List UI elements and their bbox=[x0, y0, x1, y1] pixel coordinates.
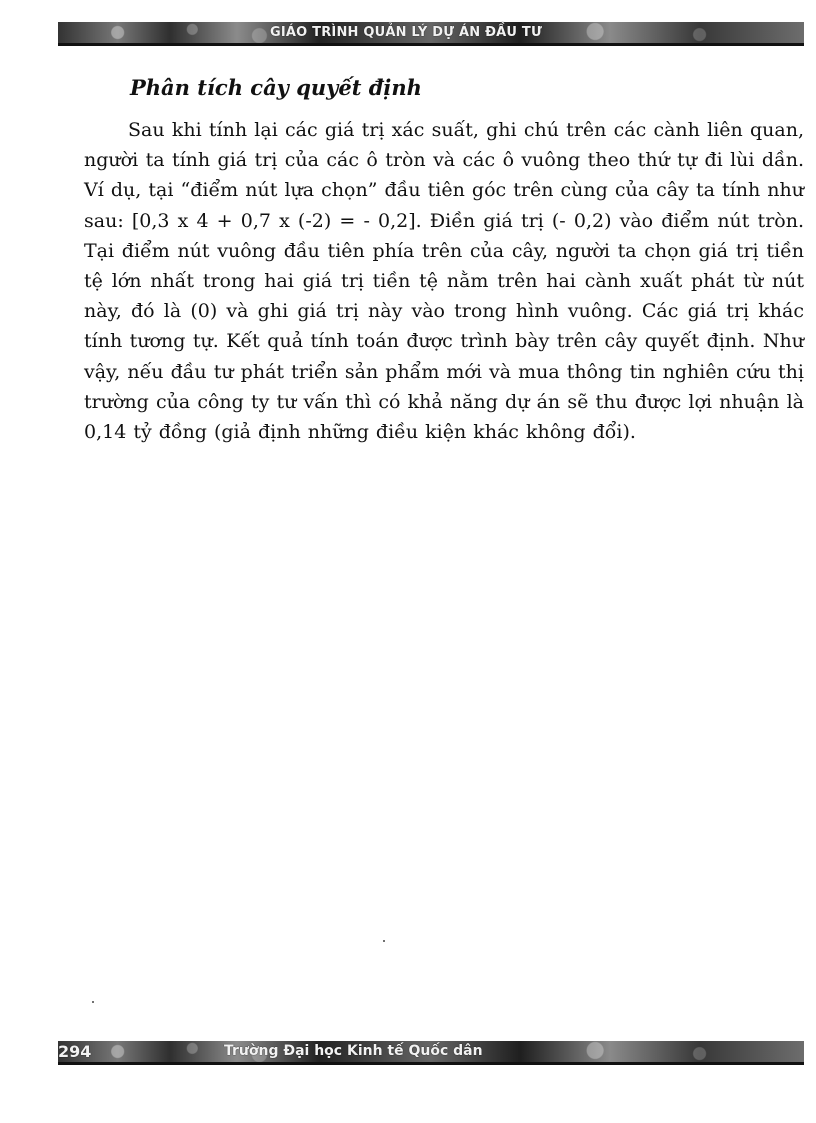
footer-band bbox=[58, 1041, 804, 1065]
header-band bbox=[58, 22, 804, 46]
section-heading: Phân tích cây quyết định bbox=[130, 75, 422, 100]
header-title: GIÁO TRÌNH QUẢN LÝ DỰ ÁN ĐẦU TƯ bbox=[270, 25, 543, 40]
scan-speck bbox=[383, 940, 385, 942]
footer-publisher: Trường Đại học Kinh tế Quốc dân bbox=[224, 1043, 483, 1059]
page-number: 294 bbox=[58, 1042, 92, 1061]
scan-speck bbox=[92, 1001, 94, 1003]
body-paragraph: Sau khi tính lại các giá trị xác suất, ghi chú trên các cành liên quan, người ta tính giá trị của các ô tròn và các ô vuông theo thứ tự đi lùi dần. Ví dụ, tại “điểm nút lựa chọn” đầu tiên góc trên cùng của cây ta tính như sau: [0,3 x 4 + 0,7 x (-2) = - 0,2]. Điền giá trị (- 0,2) vào điểm nút tròn. Tại điểm nút vuông đầu tiên phía trên của cây, người ta chọn giá trị tiền tệ lớn nhất trong hai giá trị tiền tệ nằm trên hai cành xuất phát từ nút này, đó là (0) và ghi giá trị này vào trong hình vuông. Các giá trị khác tính tương tự. Kết quả tính toán được trình bày trên cây quyết định. Như vậy, nếu đầu tư phát triển sản phẩm mới và mua thông tin nghiên cứu thị trường của công ty tư vấn thì có khả năng dự án sẽ thu được lợi nhuận là 0,14 tỷ đồng (giả định những điều kiện khác không đổi). bbox=[84, 119, 804, 444]
